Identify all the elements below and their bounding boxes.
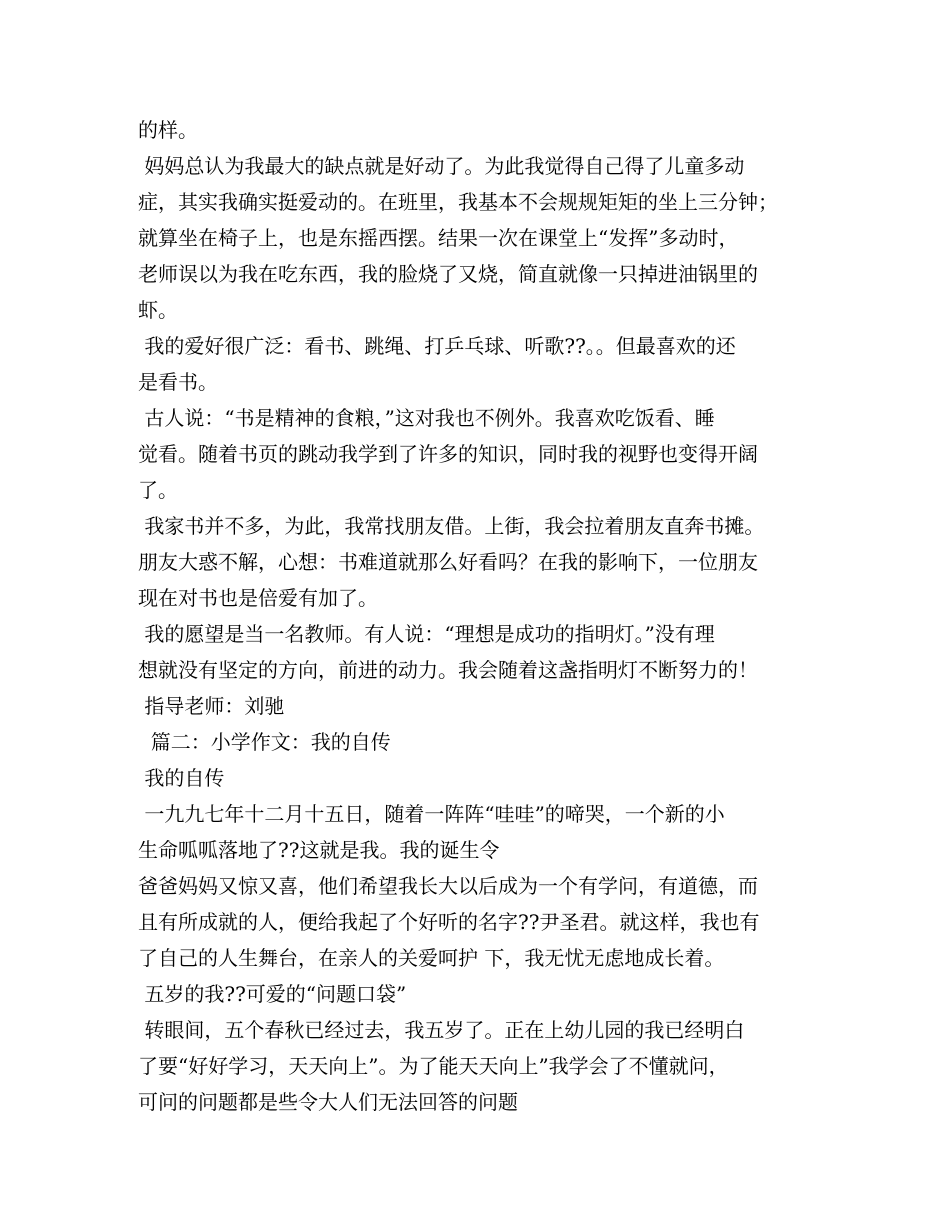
instructor-line: 指导老师：刘驰 [138, 694, 285, 718]
text-line: 了。 [138, 478, 178, 502]
text-line: 症，其实我确实挺爱动的。在班里，我基本不会规规矩矩的坐上三分钟； [138, 190, 778, 214]
text-line: 转眼间，五个春秋已经过去，我五岁了。正在上幼儿园的我已经明白 [138, 1018, 745, 1042]
text-line: 是看书。 [138, 370, 218, 394]
text-line: 古人说：“书是精神的食粮，”这对我也不例外。我喜欢吃饭看、睡 [138, 406, 715, 430]
text-line: 生命呱呱落地了??这就是我。我的诞生令 [138, 838, 500, 862]
text-line: 妈妈总认为我最大的缺点就是好动了。为此我觉得自己得了儿童多动 [138, 154, 745, 178]
text-line: 了要“好好学习，天天向上”。为了能天天向上”我学会了不懂就问， [138, 1054, 729, 1078]
text-line: 朋友大惑不解，心想：书难道就那么好看吗？在我的影响下，一位朋友 [138, 550, 758, 574]
section-heading: 篇二：小学作文：我的自传 [138, 730, 391, 754]
text-line: 一九九七年十二月十五日，随着一阵阵“哇哇”的啼哭，一个新的小 [138, 802, 725, 826]
subsection-heading: 五岁的我??可爱的“问题口袋” [138, 982, 407, 1006]
text-line: 且有所成就的人，便给我起了个好听的名字??尹圣君。就这样，我也有 [138, 910, 760, 934]
text-line: 我的愿望是当一名教师。有人说：“理想是成功的指明灯。”没有理 [138, 622, 715, 646]
text-line: 可问的问题都是些令大人们无法回答的问题 [138, 1090, 518, 1114]
text-line: 现在对书也是倍爱有加了。 [138, 586, 378, 610]
text-line: 觉看。随着书页的跳动我学到了许多的知识，同时我的视野也变得开阔 [138, 442, 758, 466]
text-line: 了自己的人生舞台，在亲人的关爱呵护 下，我无忧无虑地成长着。 [138, 946, 725, 970]
essay-title: 我的自传 [138, 766, 225, 790]
text-line: 虾。 [138, 298, 178, 322]
body-text [138, 112, 838, 1120]
text-line: 想就没有坚定的方向，前进的动力。我会随着这盏指明灯不断努力的！ [138, 658, 758, 682]
text-line: 爸爸妈妈又惊又喜，他们希望我长大以后成为一个有学问，有道德，而 [138, 874, 758, 898]
text-line: 我的爱好很广泛：看书、跳绳、打乒乓球、听歌??。。但最喜欢的还 [138, 334, 736, 358]
text-line: 的样。 [138, 118, 198, 142]
text-line: 老师误以为我在吃东西，我的脸烧了又烧，简直就像一只掉进油锅里的 [138, 262, 758, 286]
text-line: 就算坐在椅子上，也是东摇西摆。结果一次在课堂上“发挥”多动时， [138, 226, 739, 250]
text-line: 我家书并不多，为此，我常找朋友借。上街，我会拉着朋友直奔书摊。 [138, 514, 765, 538]
